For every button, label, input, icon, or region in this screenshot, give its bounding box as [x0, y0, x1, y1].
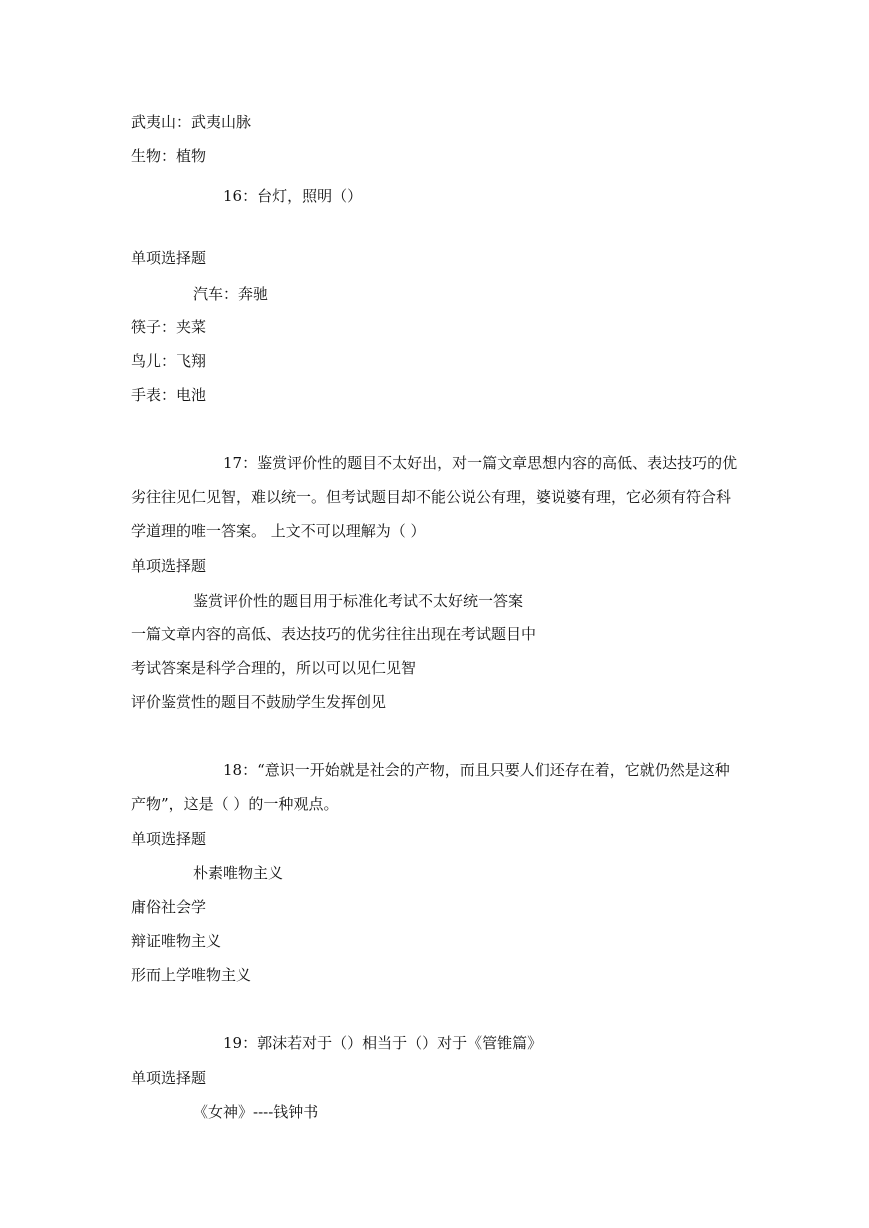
question-17-option-c: 考试答案是科学合理的，所以可以见仁见智: [131, 659, 417, 677]
option-text: 武夷山：武夷山脉: [131, 113, 252, 131]
option-text: 生物：植物: [131, 147, 207, 165]
question-18-option-d: 形而上学唯物主义: [131, 966, 252, 984]
question-17-option-b: 一篇文章内容的高低、表达技巧的优劣往往出现在考试题目中: [131, 625, 537, 643]
question-19-stem: 19：郭沫若对于（）相当于（）对于《管锥篇》: [223, 1034, 543, 1052]
question-18-stem-line-2: 产物”，这是（ ）的一种观点。: [131, 795, 339, 813]
question-17-option-d: 评价鉴赏性的题目不鼓励学生发挥创见: [131, 693, 387, 711]
question-18-type: 单项选择题: [131, 830, 207, 848]
question-17-stem-line-1: 17：鉴赏评价性的题目不太好出，对一篇文章思想内容的高低、表达技巧的优: [223, 454, 738, 472]
question-16-option-a: 汽车：奔驰: [193, 285, 269, 303]
question-16-stem: 16：台灯，照明（）: [223, 187, 363, 205]
question-19-option-a: 《女神》----钱钟书: [193, 1103, 319, 1121]
question-16-type: 单项选择题: [131, 249, 207, 267]
question-18-option-c: 辩证唯物主义: [131, 932, 222, 950]
question-18-option-b: 庸俗社会学: [131, 898, 207, 916]
question-18-option-a: 朴素唯物主义: [193, 864, 284, 882]
question-16-option-b: 筷子：夹菜: [131, 318, 207, 336]
question-17-stem-line-3: 学道理的唯一答案。 上文不可以理解为（ ）: [131, 522, 426, 540]
question-17-option-a: 鉴赏评价性的题目用于标准化考试不太好统一答案: [193, 592, 524, 610]
question-16-option-d: 手表：电池: [131, 386, 207, 404]
question-16-option-c: 鸟儿：飞翔: [131, 352, 207, 370]
question-19-type: 单项选择题: [131, 1069, 207, 1087]
question-17-type: 单项选择题: [131, 557, 207, 575]
question-18-stem-line-1: 18：“意识一开始就是社会的产物，而且只要人们还存在着，它就仍然是这种: [223, 761, 730, 779]
question-17-stem-line-2: 劣往往见仁见智，难以统一。但考试题目却不能公说公有理，婆说婆有理，它必须有符合科: [131, 488, 732, 506]
